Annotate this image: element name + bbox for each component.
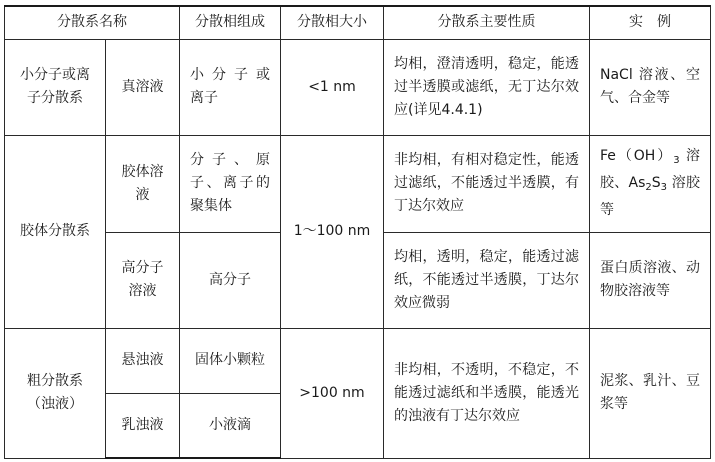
subtype-emulsion: 乳浊液	[106, 393, 180, 458]
table-row-colloid-sol	[5, 135, 711, 232]
examples-coarse: 泥浆、乳汁、豆浆等	[590, 328, 711, 458]
examples-polymer-solution: 蛋白质溶液、动物胶溶液等	[590, 232, 711, 328]
composition-polymer: 高分子	[180, 232, 281, 328]
examples-colloid-sol-part-2: 溶胶、As	[600, 148, 701, 191]
subtype-polymer-solution: 高分子溶液	[106, 232, 180, 328]
header-phase-composition: 分散相组成	[180, 6, 281, 39]
subtype-suspension: 悬浊液	[106, 328, 180, 393]
header-phase-size: 分散相大小	[281, 6, 384, 39]
dispersion-systems-table	[4, 5, 711, 459]
table-row-true-solution	[5, 39, 711, 135]
properties-coarse: 非均相，不透明，不稳定，不能透过滤纸和半透膜，能透光的浊液有丁达尔效应	[384, 328, 590, 458]
size-small: <1 nm	[281, 39, 384, 135]
examples-colloid-sol	[590, 135, 711, 232]
composition-emulsion: 小液滴	[180, 393, 281, 458]
category-coarse: 粗分散系（浊液）	[5, 328, 106, 458]
properties-polymer-solution: 均相，透明，稳定，能透过滤纸，不能透过半透膜，丁达尔效应微弱	[384, 232, 590, 328]
size-colloid: 1～100 nm	[281, 135, 384, 328]
properties-colloid-sol: 非均相，有相对稳定性，能透过滤纸，不能透过半透膜，有丁达尔效应	[384, 135, 590, 232]
subtype-colloid-sol: 胶体溶液	[106, 135, 180, 232]
examples-colloid-sol-part-3: S	[651, 175, 661, 191]
examples-colloid-sol-part-4: 溶胶等	[600, 175, 700, 218]
category-small-molecule: 小分子或离子分散系	[5, 39, 106, 135]
composition-suspension: 固体小颗粒	[180, 328, 281, 393]
header-main-properties: 分散系主要性质	[384, 6, 590, 39]
examples-true-solution: NaCl 溶液、空气、合金等	[590, 39, 711, 135]
header-system-name: 分散系名称	[5, 6, 180, 39]
examples-colloid-sol-part-1: Fe（OH）	[600, 148, 674, 164]
subscript-3b: 3	[660, 182, 668, 193]
composition-small: 小 分 子 或 离子	[180, 39, 281, 135]
properties-true-solution: 均相，澄清透明，稳定，能透过半透膜或滤纸，无丁达尔效应(详见4.4.1)	[384, 39, 590, 135]
subtype-true-solution: 真溶液	[106, 39, 180, 135]
header-examples: 实 例	[590, 6, 711, 39]
subscript-2: 2	[645, 182, 652, 193]
header-row	[5, 6, 711, 39]
category-colloid: 胶体分散系	[5, 135, 106, 328]
composition-colloid-sol: 分子、原子、离子的聚集体	[180, 135, 281, 232]
subscript-3: 3	[673, 155, 680, 166]
table-row-suspension	[5, 328, 711, 393]
size-coarse: >100 nm	[281, 328, 384, 458]
